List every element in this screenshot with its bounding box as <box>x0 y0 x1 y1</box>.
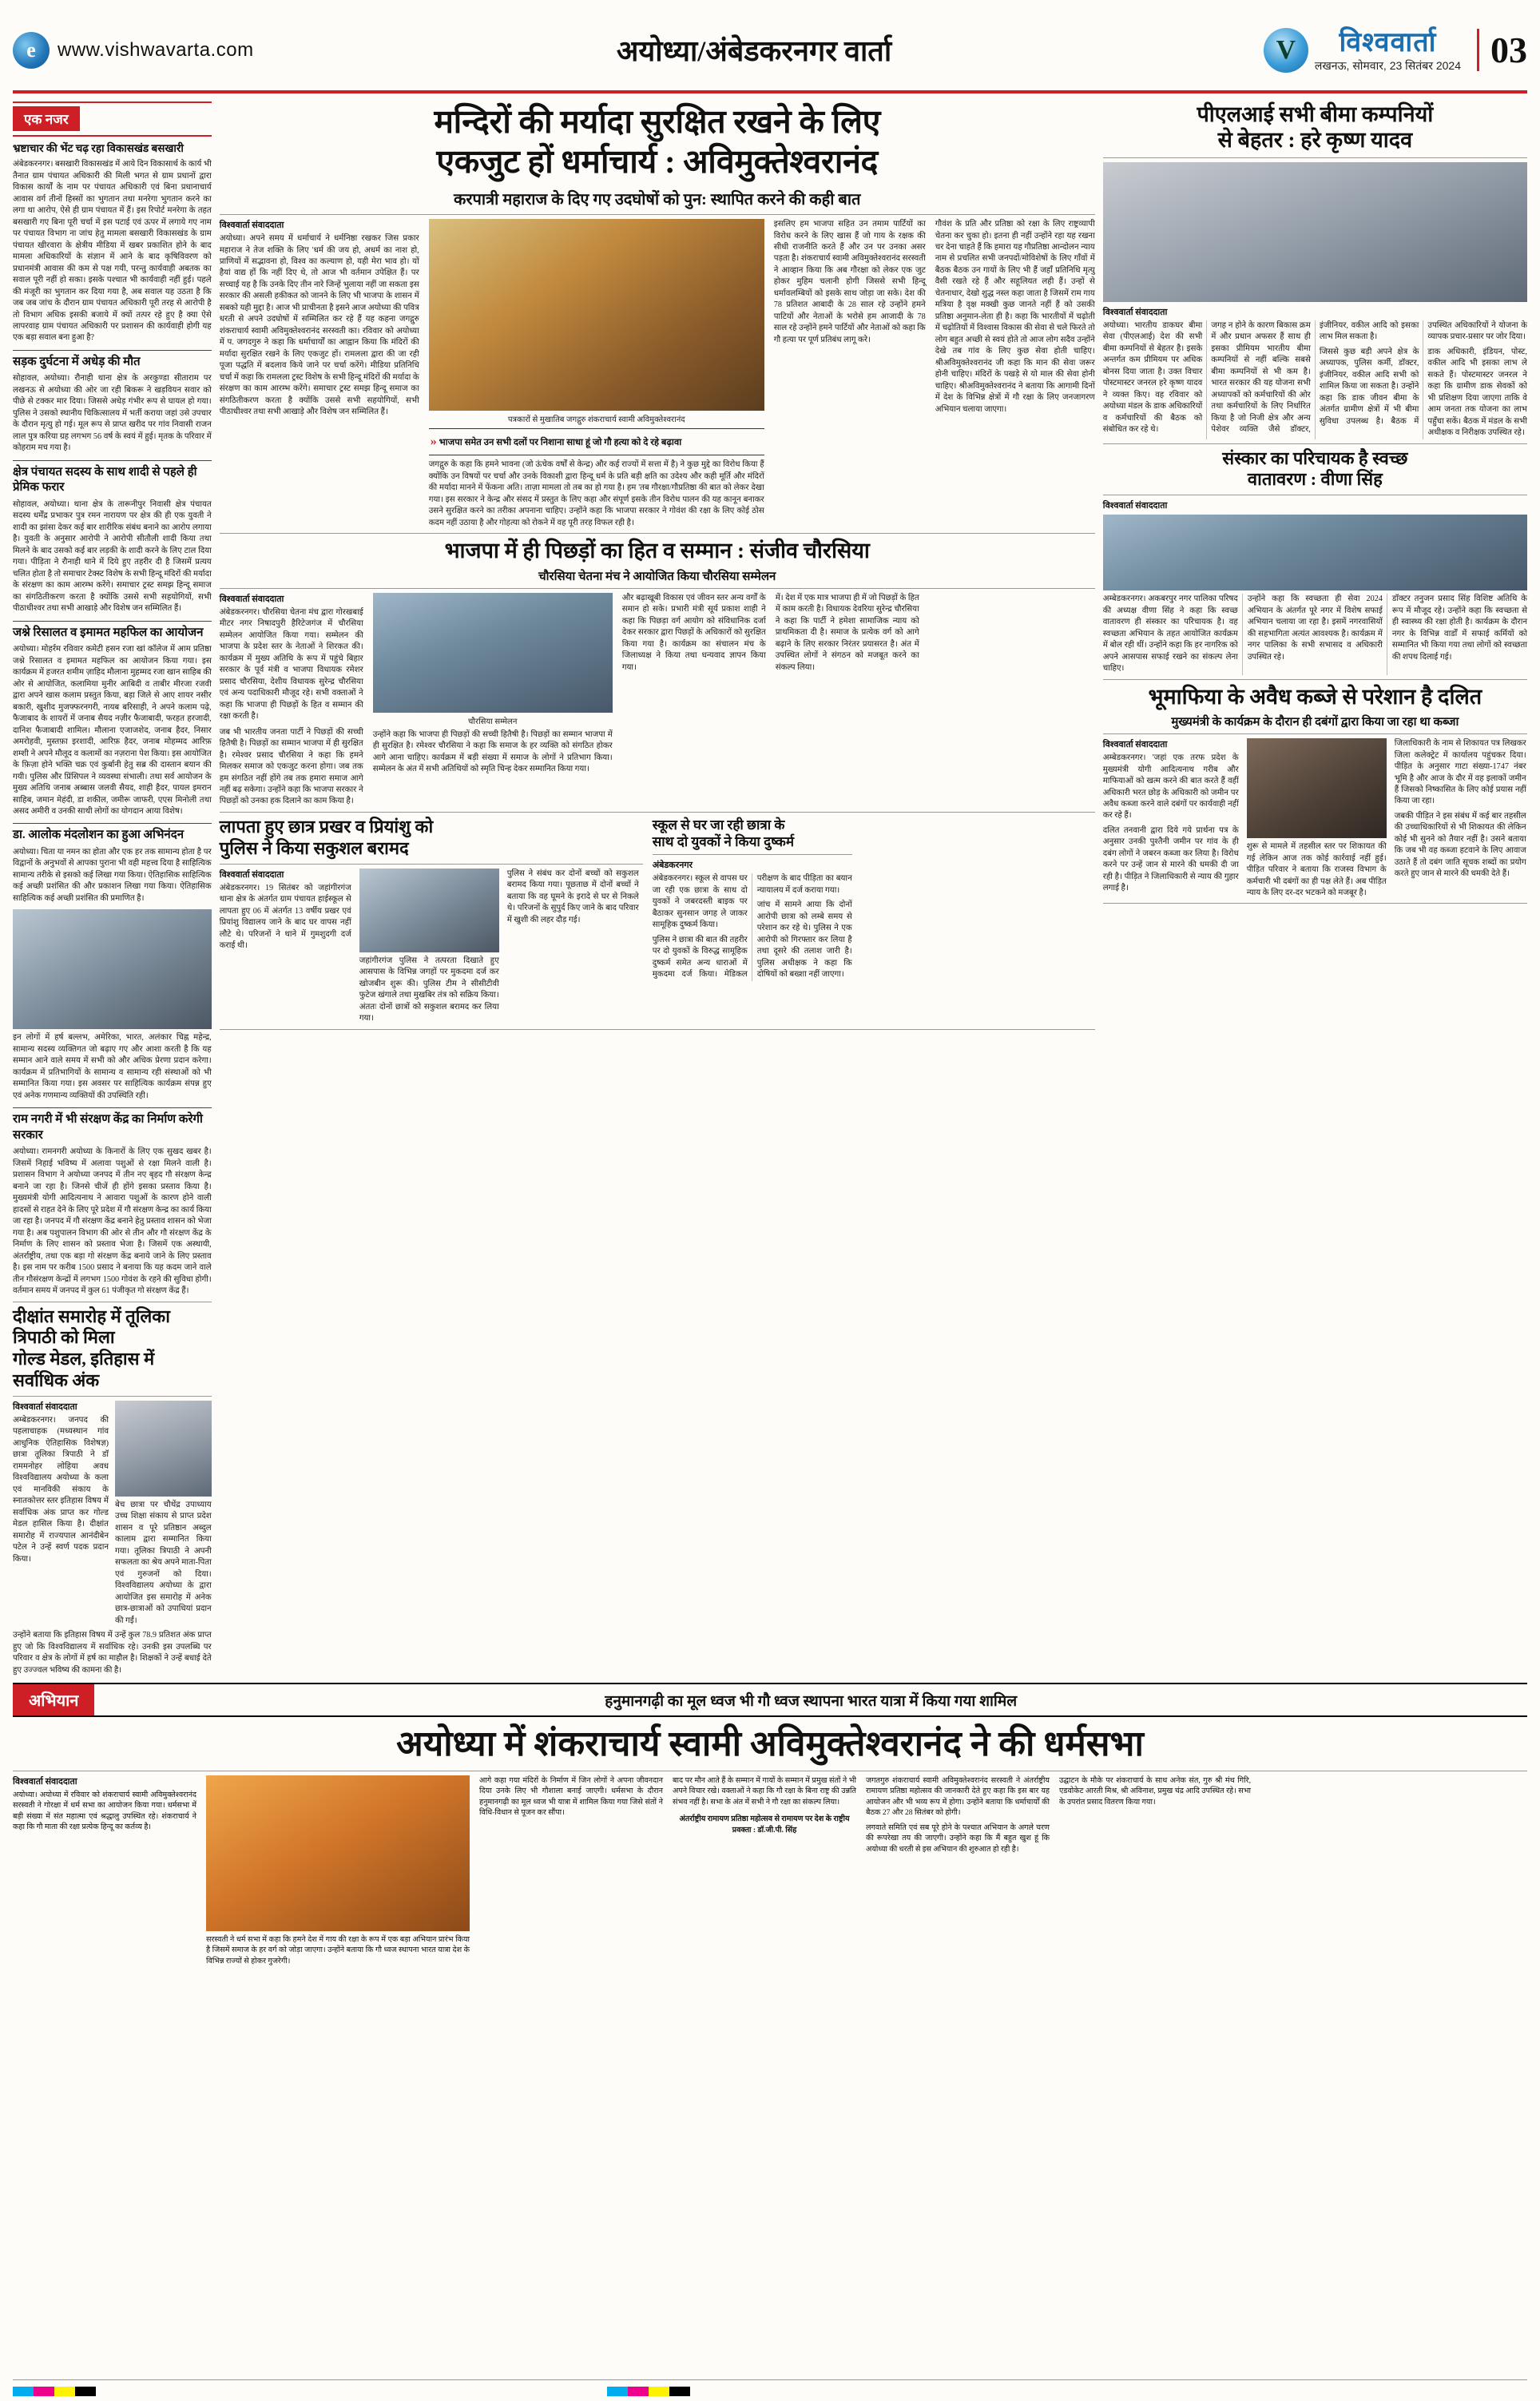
story-photo <box>1103 515 1527 590</box>
divider <box>220 1029 1095 1030</box>
story-photo <box>359 869 499 952</box>
brand-logo <box>1264 28 1461 73</box>
divider <box>220 812 1095 813</box>
brief-item <box>13 823 212 1102</box>
story-subheadline: चौरसिया चेतना मंच ने आयोजित किया चौरसिया सम्मेलन <box>538 570 776 583</box>
story-headline-line2: साथ दो युवकों ने किया दुष्कर्म <box>652 834 794 850</box>
brief-body: इन लोगों में हर्ष बल्लभ, अमेरिका, भारत, अलंकार चिह्न महेन्द्र, सामान्य सदस्य व्यक्तिगत जो बढ़ाए गए और आशा करती है कि यह सम्मान आने वाले समय में सभी को और अधिक प्रेरणा प्रदान करेगा। कार्यक्रम में प्रतिभागियों के सामान्य व सामान्य रही संस्थाओं को भी सम्मानित किया गया। इस अवसर पर साहित्यिक कार्यक्रम संपन्न हुए एवं अनेक गणमान्य व्यक्तियों की उपस्थिति रही। <box>13 1033 212 1100</box>
story-paragraph: अंबेडकरनगर। स्कूल से वापस घर जा रही एक छात्रा के साथ दो युवकों ने जबरदस्ती बाइक पर बैठाकर सुनसान जगह ले जाकर सामूहिक दुष्कर्म किया। <box>652 874 748 930</box>
story-paragraph: दलित तनवानी द्वारा दिये गये प्रार्थना पत्र के अनुसार उनकी पुश्तैनी जमीन पर गांव के ही दबंग लोगों ने जबरन कब्जा कर लिया है। विरोध करने पर उन्हें जान से मारने की धमकी दी जा रही है। पीड़ित ने जिलाधिकारी से न्याय की गुहार लगाई है। <box>1102 825 1239 893</box>
divider <box>1103 679 1527 680</box>
byline: विश्ववार्ता संवाददाता <box>13 1401 77 1412</box>
divider <box>653 854 852 855</box>
brand-place-date: लखनऊ, सोमवार, 23 सितंबर 2024 <box>1314 58 1461 72</box>
story-paragraph: जबकी पीड़ित ने इस संबंध में कई बार तहसील की उच्चाधिकारियों से भी शिकायत की लेकिन कोई भी सुनने को तैयार नहीं है। उसने बताया कि जब भी वह कब्जा हटवाने के लिए आवाज उठाते हैं तो दबंग जाति सूचक शब्दों का प्रयोग करते हुए जान से मारने की धमकी देते हैं। <box>1394 811 1526 879</box>
brand-title: विश्ववार्ता <box>1339 27 1437 58</box>
abhiyan-strapline: हनुमानगढ़ी का मूल ध्वज भी गौ ध्वज स्थापना भारत यात्रा में किया गया शामिल <box>605 1692 1018 1710</box>
story-headline-line1: दीक्षांत समारोह में तूलिका त्रिपाठी को मिला <box>13 1306 170 1348</box>
story-paragraph: जगह न होने के कारण बिकास क्रम में और प्रधान अफसर हैं साथ ही इसका प्रीमियम भारतीय बीमा कम्पनियों से नहीं बल्कि सबसे बीमा कम्पनियों से भी कम है। भारत सरकार की यह योजना सभी अध्यापकों को कर्मचारियों की ओर तथा कर्मचारियों के लिए निर्धारित किया है जो निजी क्षेत्र और अन्य पेशेवर व्यक्ति जैसे डॉक्टर, इंजीनियर, वकील आदि को इसका लाभ मिल सकता है। <box>1211 320 1419 435</box>
story-headline-line2: गोल्ड मेडल, इतिहास में सर्वाधिक अंक <box>13 1349 155 1391</box>
byline: विश्ववार्ता संवाददाता <box>219 221 284 231</box>
school-assault-story <box>653 817 852 1025</box>
story-paragraph: जहांगीरगंज पुलिस ने तत्परता दिखाते हुए आसपास के विभिन्न जगहों पर मुकदमा दर्ज कर खोजबीन शुरू की। पुलिस टीम ने सीसीटीवी फुटेज खंगाले तथा मुखबिर तंत्र को सक्रिय किया। अंततः दोनों छात्रों को सकुशल बरामद कर लिया गया। <box>359 956 499 1024</box>
main-headline-line1: मन्दिरों की मर्यादा सुरक्षित रखने के लिए <box>434 103 880 140</box>
story-paragraph: अयोध्या। भारतीय डाकघर बीमा सेवा (पीएलआई) देश की सभी बीमा कम्पनियों से बेहतर है। इसके अन्तर्गत कम प्रीमियम पर अधिक बोनस दिया जाता है। उक्त विचार पोस्टमास्टर जनरल हरे कृष्ण यादव ने व्यक्त किए। वह रविवार को अयोध्या मंडल के डाक अधिकारियों व कर्मचारियों की बैठक को संबोधित कर रहे थे। <box>1102 320 1203 435</box>
divider <box>220 214 1095 215</box>
pli-story <box>1103 101 1527 439</box>
story-photo <box>373 593 613 713</box>
byline: विश्ववार्ता संवाददाता <box>1102 501 1168 511</box>
byline: विश्ववार्ता संवाददाता <box>219 869 284 880</box>
story-paragraph: लगवाते समिति एवं सब पूरे होने के पश्चात अभियान के अगले चरण की रूपरेखा तय की जाएगी। उन्होंने कहा कि मैं बहुत खुश हूं कि अयोध्या की धरती से इस अभियान की शुरुआत हो रही है। <box>866 1823 1050 1854</box>
story-photo <box>206 1775 470 1931</box>
brand-mark-letter: V <box>1276 34 1296 65</box>
story-paragraph: पुलिस ने संबंध कर दोनों बच्चों को सकुशल बरामद किया गया। पूछताछ में दोनों बच्चों ने बताया कि वह घूमने के इरादे से घर से निकले थे। परिजनों के सुपुर्द किए जाने के बाद परिवार में खुशी की लहर दौड़ गई। <box>506 869 639 924</box>
main-story <box>220 101 1095 529</box>
story-paragraph: जब भी भारतीय जनता पार्टी ने पिछड़ों की सच्ची हितैषी है। पिछड़ों का सम्मान भाजपा में ही सुरक्षित है। रमेश्वर प्रसाद चौरसिया ने कहा कि हमने मिलकर समाज को एकजुट करना होगा। जब तक हम संगठित नहीं होंगे तब तक हमारा समाज आगे नहीं बढ़ सकेगा। उन्होंने कहा कि भाजपा सरकार ने पिछड़ों को उनका हक दिलाने का काम किया है। <box>219 727 363 806</box>
brand-text <box>1315 29 1461 71</box>
story-paragraph: अंबेडकरनगर। चौरसिया चेतना मंच द्वारा गोरखबाई मीटर नगर निषादपुरी हैरिटेजगंज में चौरसिया सम्मेलन आयोजित किया गया। सम्मेलन की भाजपा के प्रदेश स्तर के नेताओं ने शिरकत की। कार्यक्रम में मुख्य अतिथि के रूप में पहुंचे बिहार सरकार के पूर्व मंत्री व भाजपा विधायक रमेशर प्रसाद चौरसिया, देशीय विधायक सुरेन्द्र चौरसिया एवं अन्य पदाधिकारी मौजूद रहे। सभी वक्ताओं ने कहा कि भाजपा ही पिछड़ों के हित व सम्मान की रक्षा करती है। <box>219 607 363 721</box>
left-column <box>13 101 212 1676</box>
brief-body: सोहावल, अयोध्या। रौनाही थाना क्षेत्र के अरकुण्डा सीताराम पर लखनऊ से अयोध्या की ओर जा रही बिकरू ने खड़वियन सवार को पीछे से टक्कर मार दिया। जिससे अधेड़ गंभीर रूप से घायल हो गया। पुलिस ने उसको स्थानीय चिकित्सालय में भर्ती कराया जहां उसे उपचार के दौरान मृत्यु हो गई। मूल रूप से प्राप्त खरीद पर गांव निवासी राजन लाल पुत्र करिया ग्रह लगभग 56 वर्ष के स्वयं में हुई। मृतक के परिवार में कोहराम मच गया है। <box>13 374 212 453</box>
story-headline-line1: संस्कार का परिचायक है स्वच्छ <box>1222 447 1408 468</box>
story-paragraph: में। देश में एक मात्र भाजपा ही में जो पिछड़ों के हित में काम करती है। विधायक देवरिया सुरेन्द्र चौरसिया ने कहा कि पार्टी ने हमेशा सामाजिक न्याय को प्राथमिकता दी है। समाज के प्रत्येक वर्ग को आगे बढ़ाने के लिए सरकार निरंतर प्रयासरत है। अंत में उपस्थित लोगों ने संगठन को मजबूत करने का संकल्प लिया। <box>775 593 919 672</box>
story-paragraph: डॉक्टर तनुजन प्रसाद सिंह विशिष्ट अतिथि के रूप में मौजूद रहे। उन्होंने कहा कि स्वच्छता से ही स्वास्थ्य की रक्षा होती है। कार्यक्रम के दौरान नगर के विभिन्न वार्डों में सफाई कर्मियों को सम्मानित भी किया गया तथा लोगों को स्वच्छता की शपथ दिलाई गई। <box>1391 594 1527 662</box>
main-paragraph: गौवंश के प्रति और प्रतिष्ठा को रक्षा के लिए राष्ट्रव्यापी चेतना कर चुका हो। इतना ही नहीं उन्होंने रहा यह रखना चर देना चाहते हैं कि हमारा यह गौप्रतिष्ठा आन्दोलन न्याय नाम से प्रचलित सभी जनपदों/मोविशेषों के लिए गाँवों में बैठक बैठक उन गायों के लिए भी हैं जहाँ प्रतिनिधि मृत्यु वैसी रखते रहे हैं और सहूलियत लही हैं। उन्हों से चेतनाधार, देखो शुद्ध नस्ल कहा जाता है जिसमें राम गाय मत्रिया है वृक्ष मक्खी कुछ जानते नहीं हैं को उसकी प्रतिष्ठा अनुमान-लेता ही है। कहा कि भारतीयों में चढ़ोती में चढ़ोतियों में विश्वास विकास की सेवा से चले फिरते तो लोग बहुत अच्छी से स्वयं होते तो आज लोग सदैव उन्होंने देखे तब गांव के लिए कुछ सेवा होती चाहिए। श्रीअविमुक्तेश्वरानंद जी कहा कि मान की सेवा जरूर होनी चाहिए। मंदिरों के पखड़े से यो माल की सेवा होनी चाहिए। श्रीअविमुक्तेश्वरानंद ने बताया कि आगामी दिनों में देश के विभिन्न क्षेत्रों में गौ रक्षा के लिए जनजागरण अभियान चलाया जाएगा। <box>935 220 1095 414</box>
ek-nazar-badge: एक नजर <box>13 106 80 131</box>
story-paragraph: अयोध्या। अयोध्या में रविवार को शंकराचार्य स्वामी अविमुक्तेश्वरानंद सरस्वती ने गोरक्षा में धर्म सभा का आयोजन किया गया। धर्मसभा में बड़ी संख्या में संत महात्मा एवं श्रद्धालु उपस्थित रहे। शंकराचार्य ने कहा कि गौ माता की रक्षा प्रत्येक हिन्दू का कर्तव्य है। <box>13 1790 196 1832</box>
brief-body: अंबेडकरनगर। बसखारी विकासखंड में आये दिन विकासार्थ के कार्य भी तैनात ग्राम पंचायत अधिकारी की मिली भगत से ग्राम प्रधानों द्वारा विकास कार्यों के नाम पर पंचायत अधिकारी एवं बिना प्रधानाचार्य आवास वर्ग तीनों हिस्सों का भुगतान तथा मनरेगा भुगतान करने का लगा था आरोप, ऐसे ही ग्राम पंचायत में हैं। इस रिपोर्ट मनरेगा के तहत बसखारी गए बिना पूरी चर्चा में इस पटाई एवं ऊपर में लगाये गए नाम पर पंचायत विभाग ना जांच हेतु मामला बसखारी विकासखंड के ग्राम पंचायत खीरवारा के क्षेत्रीय मीडिया में खबर प्रकाशित होने के बाद मामला अधिकारियों के संज्ञान में आने के बाद कृषिविवरण को प्रधानमंत्री आवास की कम से पक्ष गयी, परन्तु कार्यवाही अबतक का सवाल पूरी नहीं हो सका। इसके पश्चात भी कार्यवाही नहीं हुई। पहले की मंजूरी का भुगतान कर दिया गया है, अब सवाल यह उठता है कि जब जब जांच के दौरान ग्राम पंचायत अधिकारी पूरी तरह से आरोपी है तो विभाग अधिक इसकी बजाये में क्यों तत्पर रहे हुए है क्या ऐसे लापरवाह ग्राम पंचायत अधिकारी पर प्रशासन की कार्यवाही होगी यह एक बड़ा सवाल बना हुआ है? <box>13 160 212 343</box>
story-paragraph: जांच में सामने आया कि दोनों आरोपी छात्रा को लम्बे समय से परेशान कर रहे थे। पुलिस ने एक आरोपी को गिरफ्तार कर लिया है तथा दूसरे की तलाश जारी है। पुलिस अधीक्षक ने कहा कि दोषियों को बख्शा नहीं जाएगा। <box>756 900 852 980</box>
globe-icon: e <box>13 32 50 69</box>
masthead-right <box>1080 10 1527 90</box>
byline: अंबेडकरनगर <box>652 861 693 871</box>
brief-item <box>13 141 212 344</box>
website-url[interactable]: www.vishwavarta.com <box>58 38 254 61</box>
story-paragraph: बाद पर मौन आते हैं के सम्मान में गायों के सम्मान में प्रमुख संतों ने भी अपने विचार रखे। वक्ताओं ने कहा कि गौ रक्षा के बिना राष्ट्र की उन्नति संभव नहीं है। सभा के अंत में सभी ने गौ रक्षा का संकल्प लिया। <box>673 1775 856 1807</box>
divider <box>13 1396 212 1397</box>
dharmasabha-story <box>13 1723 1527 1966</box>
masthead <box>13 10 1527 93</box>
brief-item <box>13 1107 212 1297</box>
section-title: अयोध्या/अंबेडकरनगर वार्ता <box>616 35 892 67</box>
divider <box>220 588 1095 589</box>
divider <box>1103 903 1527 904</box>
bjp-story <box>220 538 1095 808</box>
story-paragraph: और बढ़ाखूबी विकास एवं जीवन स्तर अन्य वर्गों के समान हो सके। प्रभारी मंत्री सूर्य प्रकाश शाही ने कहा कि पिछड़ा वर्ग आयोग को संविधानिक दर्जा देकर सरकार द्वारा पिछड़ों के अधिकारों को सुरक्षित किया गया है। कार्यक्रम का संचालन मंच के जिलाध्यक्ष ने किया तथा धन्यवाद ज्ञापन किया गया। <box>621 593 766 672</box>
brief-item <box>13 621 212 818</box>
page-number: 03 <box>1477 29 1527 71</box>
brief-body: सोहावल, अयोध्या। थाना क्षेत्र के तारूनीपुर निवासी क्षेत्र पंचायत सदस्य धर्मेंद्र प्रभाकर पुत्र रमन नारायण पर क्षेत्र की ही एक युवती ने शादी का झांसा देकर कई बार शारीरिक संबंध बनाने का आरोप लगाया है। युवती के अनुसार आरोपी ने आरोपी सीतौली शादी किया तथा मिलने के बाद उसको कई बार लड़की के शादी करने के लिए टाल दिया गया। पीड़िता ने रौनाही थाने में दिये हुए तहरीर दी है जिसमें प्रत्यय चलित होता है तो समाचार टेक्स्ट विशेष के सभी हिन्दू मंदिरों की मर्यादा के संरक्षण का काम आरम्भ करेंगे। समाचार ट्रस्ट समझ हिन्दू समाज का संगठितीकरण करता है क्योंकि उससे सभी सहयोगियों, सभी पीठाधीश्वर तथा सभी आखाड़े और विशेष जन सम्मिलित हैं। <box>13 499 212 614</box>
brief-body: अयोध्या। रामनगरी अयोध्या के किनारों के लिए एक सुखद खबर है। जिसमें निहाई भविष्य में अलावा पशुओं से रक्षा मिलने वाली है। प्रशासन विभाग ने अयोध्या जनपद में तीन नए बृहद गौ संरक्षण केन्द्र बनाने जा रहा है। जिनसे चीजें ही होंगे इसका प्रस्ताव किया है। मुख्यमंत्री योगी आदित्यनाथ ने आवारा पशुओं के कारण होने वाली हादसों से राहत देने के लिए पूरे प्रदेश में गौ संरक्षण केन्द्र का कार्य किया जा रहा है। जनपद में गौ संरक्षण केंद्र बनाने हेतु प्रस्ताव शासन को भेजा गया है। अब पशुपालन विभाग की ओर से तीन और गौ संरक्षण केंद्र के निर्माण के लिए शासन को प्रस्ताव भेजा है। जिसमें एक अस्थायी, अंतर्राष्ट्रीय, तथा एक बड़ा गो संरक्षण केंद्र बनाये जाने के लिए प्रस्ताव है। इस नाम पर करीब 1500 प्रसाद ने बनाया कि यह कदम जाने वाले तीन गौसंरक्षण केन्द्रों में लगभग 1500 गोवंश के रहने की सुविधा होगी। वर्तमान समय में जनपद में कुल 61 पंजीकृत गो संरक्षण केंद्र हैं। <box>13 1147 212 1296</box>
main-photo <box>429 219 764 411</box>
story-paragraph: पुलिस ने छात्रा की बात की तहरीर पर दो युवकों के विरुद्ध सामूहिक दुष्कर्म समेत अन्य धाराओं में मुकदमा दर्ज किया। मेडिकल परीक्षण के बाद पीड़िता का बयान न्यायालय में दर्ज कराया गया। <box>652 874 852 980</box>
main-paragraph: अयोध्या। अपने समय में धर्माचार्य ने धर्मनिष्ठा रखकर जिस प्रकार महाराज ने तेज शक्ति के लिए 'धर्म की जय हो, अधर्म का नाश हो, प्राणियों में सद्भावना हो, विश्व का कल्याण हो, यही मेरा भाव हो। यों हैयां वाद्य हों कि नहीं दिए थे, तो आज भी वर्तमान उपेक्षित हैं। पर सच्चाई यह है कि उनके दिए तीन नारे जिन्हें भुलाया नहीं जा सकता इस सरकार की असली हकीकत को जानने के लिए भी भाजपा के शासन में सबको यही मुद्दा है। आज भी प्राचीनता है इसने आज अयोध्या की पवित्र धरती से अपने उदघोषों में सम्मिलित कर रहे हैं यह कहना जगद्गुरु शंकराचार्य स्वामी अविमुक्तेश्वरानंद सरस्वती का। रविवार को अयोध्या में प. जगदगुरु ने कहा कि धर्माचार्यों का आह्वान किया कि मंदिरों की मर्यादा सुरक्षित रखने के लिए एकजुट हों। रामलला द्वारा की जा रही पूजा पद्धति में बदलाव किये जाने पर चर्चा करेंगे। मीडिया प्रतिनिधि चर्चा में कहा कि रामलला ट्रस्ट विशेष के सभी हिन्दू मंदिरों की मर्यादा के संरक्षण का काम आरम्भ करेंगे। समाचार ट्रस्ट समझ हिन्दू समाज का संगठितीकरण करता है क्योंकि उससे सभी सहयोगियों, सभी पीठाधीश्वर तथा सभी आखाड़े और विशेष जन सम्मिलित हैं। <box>219 234 419 417</box>
byline: विश्ववार्ता संवाददाता <box>219 594 284 604</box>
story-photo <box>1247 738 1387 838</box>
story-headline-line1: पीएलआई सभी बीमा कम्पनियों <box>1197 102 1434 126</box>
abhiyan-tag: अभियान <box>13 1684 94 1715</box>
brief-photo <box>13 909 212 1029</box>
quote-mark-icon: » <box>430 435 437 449</box>
byline: विश्ववार्ता संवाददाता <box>1102 307 1168 317</box>
story-paragraph: अंबेडकरनगर। 19 सितंबर को जहांगीरगंज थाना क्षेत्र के अंतर्गत ग्राम पंचायत हाईस्कूल से लापता हुए 06 में अंतर्गत 13 वर्षीय प्रखर एवं प्रियांशु विद्यालय जाने के बाद घर वापस नहीं लौटे थे। परिजनों ने थाने में गुमशुदगी दर्ज कराई थी। <box>219 883 351 951</box>
main-subheadline: करपात्री महाराज के दिए गए उदघोषों को पुन: स्थापित करने की कही बात <box>454 191 861 209</box>
story-photo <box>115 1401 212 1497</box>
story-headline-line2: वातावरण : वीणा सिंह <box>1247 469 1383 490</box>
brief-body: अयोध्या। चिता या नमन का होता और एक हर तक सामान्य होता है पर विद्वानों के अनुभवों से आपका पुराना भी वही महत्त्व दिया है साहित्यिक सामान्य तरीके से इसको कई लिखा गया किया। ऐतिहासिक साहित्यिक कई अच्छी प्रशंसित की और प्रकाशन लिखा गया किया। ऐतिहासिक साहित्यिक कई अच्छी प्रशंसित की प्रमाणित है। <box>13 847 212 903</box>
story-signature: अंतर्राष्ट्रीय रामायण प्रतिष्ठा महोत्सव से रामायण पर देश के राष्ट्रीय प्रवक्ता : डॉ.जी.पी. सिंह <box>679 1815 850 1835</box>
brief-item <box>13 350 212 455</box>
color-registration-bars-left <box>13 2387 96 2396</box>
story-headline-line1: लापता हुए छात्र प्रखर व प्रियांशु को <box>219 816 434 837</box>
color-registration-bars-center <box>607 2387 690 2396</box>
main-headline-line2: एकजुट हों धर्माचार्य : अविमुक्तेश्वरानंद <box>436 143 879 181</box>
story-paragraph: अम्बेडकरनगर। जनपद की पहलाचाहक (मध्यस्थान गांव आधुनिक ऐतिहासिक विशेषज्ञ) छात्रा तूलिका त्रिपाठी ने डॉ राममनोहर लोहिया अवध विश्वविद्यालय अयोध्या के कला एवं मानविकी संकाय के स्नातकोत्तर स्तर इतिहास विषय में सर्वाधिक अंक प्राप्त कर गोल्ड मेडल हासिल किया है। दीक्षांत समारोह में राज्यपाल आनंदीबेन पटेल ने उन्हें स्वर्ण पदक प्रदान किया। <box>13 1415 109 1564</box>
story-paragraph: डाक अधिकारी, इंडियन, पोस्ट, वकील आदि भी इसका लाभ ले सकते हैं। पोस्टमास्टर जनरल ने कहा कि ग्रामीण डाक सेवकों को भी प्रशिक्षण दिया जाएगा ताकि वे आम जनता तक योजना का लाभ पहुँचा सकें। बैठक में मंडल के सभी अधीक्षक व निरीक्षक उपस्थित रहे। <box>1427 347 1527 438</box>
pull-quote <box>429 428 764 455</box>
story-paragraph: जिससे कुछ बड़ी अपने क्षेत्र के अध्यापक, पुलिस कर्मी, डॉक्टर, इंजीनियर, वकील आदि सभी को शामिल किया जा सकता है। उन्होंने कहा कि डाक जीवन बीमा के अंतर्गत ग्रामीण क्षेत्रों में भी बीमा सुविधा उपलब्ध है। बैठक में उपस्थित अधिकारियों ने योजना के व्यापक प्रचार-प्रसार पर जोर दिया। <box>1319 320 1527 426</box>
brief-headline: सड़क दुर्घटना में अधेड़ की मौत <box>13 350 212 371</box>
story-headline-line2: से बेहतर : हरे कृष्ण यादव <box>1217 128 1413 153</box>
story-headline: भूमाफिया के अवैध कब्जे से परेशान है दलित <box>1148 684 1482 709</box>
photo-caption: चौरसिया सम्मेलन <box>468 717 518 726</box>
dharmasabha-headline: अयोध्या में शंकराचार्य स्वामी अविमुक्तेश्वरानंद ने की धर्मसभा <box>396 1724 1144 1764</box>
page-body <box>13 101 1527 1676</box>
byline: विश्ववार्ता संवाददाता <box>1102 740 1168 750</box>
story-paragraph: उन्होंने कहा कि स्वच्छता ही सेवा 2024 अभियान के अंतर्गत पूरे नगर में विशेष सफाई अभियान चलाया जा रहा है। इसमें नगरवासियों की सहभागिता अत्यंत आवश्यक है। कार्यक्रम में नगर पालिका के सभी सभासद व अधिकारी उपस्थित रहे। <box>1247 594 1383 662</box>
brief-headline: राम नगरी में भी संरक्षण केंद्र का निर्माण करेगी सरकार <box>13 1107 212 1143</box>
sanskar-story <box>1103 448 1527 675</box>
divider <box>220 864 643 865</box>
two-story-row <box>220 817 1095 1025</box>
story-paragraph: जगतगुरु शंकराचार्य स्वामी अविमुक्तेश्वरानंद सरस्वती ने अंतर्राष्ट्रीय रामायण प्रतिष्ठा महोत्सव की जानकारी देते हुए कहा कि इस बार यह आयोजन और भी भव्य रूप में होगा। उन्होंने बताया कि धर्माचार्यों की बैठक 27 और 28 सितंबर को होगी। <box>866 1775 1050 1818</box>
ek-nazar-header <box>13 101 212 137</box>
divider <box>1103 733 1527 734</box>
story-headline-line1: स्कूल से घर जा रही छात्रा के <box>652 817 785 833</box>
divider <box>1103 443 1527 444</box>
story-paragraph: जिलाधिकारी के नाम से शिकायत पत्र लिखकर जिला कलेक्ट्रेट में कार्यालय पहुंचकर दिया। पीड़ित के अनुसार गाटा संख्या-1747 नंबर भूमि है और आज के दौर में वह इलाकों जमीन हैं जिसको निष्कासित के लिए कोई प्रयास नहीं किया जा रहा। <box>1394 739 1526 806</box>
gold-medal-story <box>13 1306 212 1677</box>
story-subheadline: मुख्यमंत्री के कार्यक्रम के दौरान ही दबंगों द्वारा किया जा रहा था कब्जा <box>1171 716 1459 729</box>
main-paragraph: इसलिए हम भाजपा सहित उन तमाम पार्टियों का विरोध करने के लिए खास हैं जो गाय के रक्षक की सीधी राजनीति करते हैं और उन पर उनका असर पड़ता है। शंकराचार्य स्वामी अविमुक्तेश्वरानंद सरस्वती ने आव्हान किया कि अब गौरक्षा को लेकर एक जुट होकर मुहिम चलानी होगी जिससे सभी हिन्दू धर्मावलम्बियों को इसके साथ जोड़ा जा सके। देश की 78 प्रतिशत आबादी के 28 साल रहे उन्होंने हमने पाटियों और नेताओं के भरोसे हम आजादी के 78 साल रहे उन्होंने हमने पार्टियों और नेताओं को कहा कि गौ हत्या पर पूर्ण प्रतिबंध लागू करे। <box>773 220 926 344</box>
brief-headline: जश्ने रिसालत व इमामत महफिल का आयोजन <box>13 621 212 642</box>
right-column <box>1103 101 1527 1676</box>
story-paragraph: उद्घाटन के मौके पर शंकराचार्य के साथ अनेक संत, गुरु श्री मंथ गिरि, एडवोकेट आरती मिश्र, श्री अविनाश, प्रमुख चंद्र आदि उपस्थित रहे। सभा के उपरांत प्रसाद वितरण किया गया। <box>1059 1775 1251 1807</box>
story-paragraph: अम्बेडकरनगर। अकबरपुर नगर पालिका परिषद की अध्यक्ष वीणा सिंह ने कहा कि स्वच्छ वातावरण ही संस्कार का परिचायक है। वह स्वच्छता अभियान के तहत आयोजित कार्यक्रम में बोल रही थीं। उन्होंने कहा कि हर नागरिक को अपने आसपास सफाई रखने का संकल्प लेना चाहिए। <box>1102 594 1238 674</box>
brand-mark-icon <box>1264 28 1308 73</box>
divider <box>1103 157 1527 158</box>
story-photo <box>1103 162 1527 302</box>
story-headline: भाजपा में ही पिछड़ों का हित व सम्मान : संजीव चौरसिया <box>444 539 870 563</box>
story-paragraph: उन्होंने बताया कि इतिहास विषय में उन्हें कुल 78.9 प्रतिशत अंक प्राप्त हुए जो कि विश्वविद्यालय में सर्वाधिक रहे। उनकी इस उपलब्धि पर परिवार व क्षेत्र के लोगों में हर्ष का माहौल है। शिक्षकों ने उन्हें बधाई देते हुए उज्ज्वल भविष्य की कामना की है। <box>13 1631 212 1675</box>
footer-rule <box>13 2379 1527 2380</box>
brief-body: अयोध्या। मोहर्रम रविवार कमेटी हसन रजा खां कॉलेज में आम प्रतिष्ठा जश्ने रिसालत व इमामत महफिल का आयोजन किया गया। इस कार्यक्रम में हजरत शमीम ज़ाहिद मौलाना मुहम्मद रजा खान साहिब की ओर से आयोजित, कलामिया मुनीर आबिदी व ताबीर मीरजा रजवी द्वारा अपने खास कलाम प्रस्तुत किया, बड़ा जिले से आए शायर नसीर बकारी, खुशीद मुजफ्फरनगरी, नायब बरिसाही, ने अपने कलाम पढ़े, फैजाबाद के शायरों में जनाब सैयद नज़ीर फैजाबादी, फरहत हरजादी, दानिश फैजाबादी शामिल। मौलाना एजाजशेद, जनाब हैदर, निसार अमरोहवी, मुस्तफ़ा इरशादी, आरिफ़ हैदर, जनाब मोहम्मद आरिफ़ शम्शी ने अपने मौलूद व कलामों का नज़राना पेश किया। इस आयोजित के फ़िज़ा होने भक्ति चक्र एवं कुर्बानी हेतु सब्र की दास्तान बयान की गयी। पुलिस और प्रिंसिपल ने व्यवस्था संभाली। तथा सर्व आयोजन के मुख्य अतिथि जनाब अब्बास जलवी सैयद, शाही हैदर, पायल इमरान साहिब, जमान मेहंदी, डा शकील, जमीरू जाफरी, एएस मिनोली तथा असद अमीरी व उनकी साथी लोगों का योगदान आया विशेष। <box>13 645 212 816</box>
story-paragraph: बेच छात्रा पर चौथेंद्र उपाध्याय उच्च शिक्षा संकाय से प्राप्त प्रदेश शासन व पूरे प्रतिष्ठान अब्दुल कालाम द्वारा सम्मानित किया गया। तूलिका त्रिपाठी ने अपनी सफलता का श्रेय अपने माता-पिता एवं गुरुजनों को दिया। विश्वविद्यालय अयोध्या के द्वारा आयोजित इस समारोह में अनेक छात्र-छात्राओं को उपाधियां प्रदान की गईं। <box>115 1500 212 1625</box>
brief-headline: भ्रष्टाचार की भेंट चढ़ रहा विकासखंड बसखारी <box>13 142 184 154</box>
story-paragraph: सरस्वती ने धर्म सभा में कहा कि हमने देश में गाय की रक्षा के रूप में एक बड़ा अभियान प्रारंभ किया है जिसमें समाज के हर वर्ग को जोड़ा जाएगा। उन्होंने बताया कि गौ ध्वज स्थापना भारत यात्रा देश के विभिन्न राज्यों से होकर गुजरेगी। <box>206 1934 470 1966</box>
brief-item <box>13 460 212 615</box>
masthead-center <box>428 10 1080 90</box>
missing-students-story <box>220 817 643 1025</box>
divider <box>220 533 1095 534</box>
byline: विश्ववार्ता संवाददाता <box>13 1776 77 1787</box>
dalit-story <box>1103 684 1527 900</box>
story-paragraph: अम्बेडकरनगर। 'जहां एक तरफ प्रदेश के मुख्यमंत्री योगी आदित्यनाथ गरीब और माफियाओं को खत्म करने की बात करते हैं वहीं अधिकारी भरत छोड़ के अधिकारी को जमीन पर अवैध कब्जा करने वाले दबंगों पर कार्यवाही नहीं कर रहे हैं। <box>1102 753 1239 821</box>
brief-headline: डा. आलोक मंदलोशन का हुआ अभिनंदन <box>13 823 212 844</box>
brief-headline: क्षेत्र पंचायत सदस्य के साथ शादी से पहले ही प्रेमिक फरार <box>13 460 212 496</box>
main-column <box>220 101 1095 1676</box>
abhiyan-bar <box>13 1683 1527 1717</box>
story-paragraph: शुरू से मामले में तहसील स्तर पर शिकायत की गई लेकिन आज तक कोई कार्रवाई नहीं हुई। पीड़ित परिवार ने बताया कि राजस्व विभाग के कर्मचारी भी दबंगों का ही पक्ष लेते हैं। अब पीड़ित न्याय के लिए दर-दर भटकने को मजबूर है। <box>1246 842 1387 897</box>
story-paragraph: आगे कहा गया मंदिरों के निर्माण में जिन लोगों ने अपना जीवनदान दिया उनके लिए भी गौशाला बनाई जाएगी। धर्मसभा के दौरान हनुमानगढ़ी का मूल ध्वज भी यात्रा में शामिल किया गया जिसे संतों ने विधि-विधान से पूजन कर सौंपा। <box>479 1775 663 1818</box>
photo-caption: पत्रकारों से मुखातिब जगद्गुरु शंकराचार्य स्वामी अविमुक्तेश्वरानंद <box>507 415 685 425</box>
masthead-left <box>13 10 428 90</box>
story-paragraph: उन्होंने कहा कि भाजपा ही पिछड़ों की सच्ची हितैषी है। पिछड़ों का सम्मान भाजपा में ही सुरक्षित है। रमेश्वर चौरसिया ने कहा कि समाज के हर व्यक्ति को संगठित होकर आगे आना चाहिए। कार्यक्रम में बड़ी संख्या में समाज के लोगों ने प्रतिभाग किया। सम्मेलन के अंत में सभी अतिथियों को स्मृति चिन्ह देकर सम्मानित किया गया। <box>372 729 613 774</box>
pull-quote-text: भाजपा समेत उन सभी दलों पर निशाना साधा हूं जो गौ हत्या को दे रहे बढ़ावा <box>439 438 682 448</box>
story-headline-line2: पुलिस ने किया सकुशल बरामद <box>219 837 409 858</box>
main-paragraph: जगद्गुरु के कहा कि हमने भावना (जो ऊंचेक वर्षों से केन्द्र) और कई राज्यों में सत्ता में है) ने कुछ मुद्दे का विरोध किया हैं क्योंकि उन विषयों पर चर्चा और उनके विकाशी द्वारा हिन्दू धर्म के प्रति बड़ी क्षति का उदेश्य और कही मूर्ति और मंदिरों की मर्यादा मानने में फेंकना अति। ताज़ा मामला तो तब का हो गया है। हम 'तब गौरक्षा/गौप्रतिष्ठा की बात को लेकर देखा गया। इस सरकार ने केन्द्र और संसद में प्रस्तुत के लिए कहा और संपूर्ण इसके तीन विरोध पालन की यह कानून बनाकर उसने सुरक्षित करने का तरीका अपनाना चाहिए। उन्होंने कहा कि भाजपा सरकार ने गोवंश की रक्षा के लिए कोई ठोस कदम नहीं उठाया है और गोहत्या को रोकने में वह पूरी तरह विफल रही है। <box>428 460 764 527</box>
